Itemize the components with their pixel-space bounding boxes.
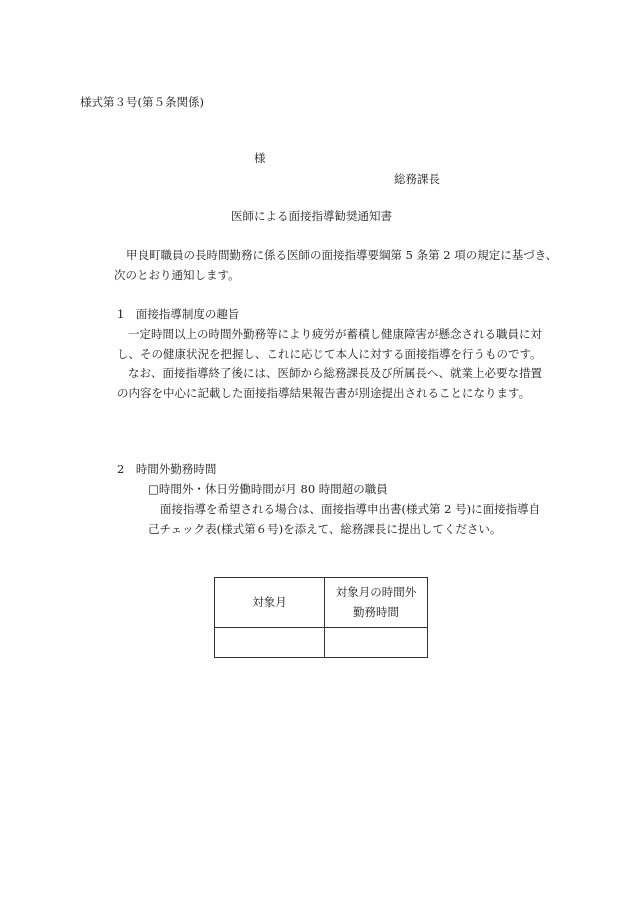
table-header-row [215,578,428,628]
section-2-line-1: 面接指導を希望される場合は、面接指導申出書(様式第 2 号)に面接指導自 [160,502,541,516]
overtime-checkbox-item[interactable]: □時間外・休日労働時間が月 80 時間超の職員 [148,482,388,496]
overtime-hours-cell[interactable] [325,628,428,658]
form-number: 様式第３号(第５条関係) [80,95,204,109]
section-1-line-1: 一定時間以上の時間外勤務等により疲労が蓄積し健康障害が懸念される職員に対 [128,327,542,341]
section-2-heading: 2 時間外勤務時間 [117,462,217,476]
sender-title: 総務課長 [394,172,440,186]
section-1-line-4: の内容を中心に記載した面接指導結果報告書が別途提出されることになります。 [117,386,531,400]
overtime-table [214,577,428,658]
document-title: 医師による面接指導勧奨通知書 [231,209,392,223]
target-month-header: 対象月 [215,578,325,628]
table-row [215,628,428,658]
overtime-hours-header [325,578,428,628]
target-month-cell[interactable] [215,628,325,658]
section-1-line-3: なお、面接指導終了後には、医師から総務課長及び所属長へ、就業上必要な措置 [128,366,542,380]
section-2-line-2: 己チェック表(様式第６号)を添えて、総務課長に提出してください。 [148,522,502,536]
overtime-hours-header-line-2: 勤務時間 [353,604,399,619]
intro-line-1: 甲良町職員の長時間勤務に係る医師の面接指導要綱第 5 条第 2 項の規定に基づき、 [126,248,558,262]
section-1-line-2: し、その健康状況を把握し、これに応じて本人に対する面接指導を行うものです。 [117,347,542,361]
section-1-heading: 1 面接指導制度の趣旨 [117,307,240,321]
intro-line-2: 次のとおり通知します。 [114,268,240,282]
addressee-honorific: 様 [254,151,266,165]
overtime-hours-header-line-1: 対象月の時間外 [335,584,417,599]
